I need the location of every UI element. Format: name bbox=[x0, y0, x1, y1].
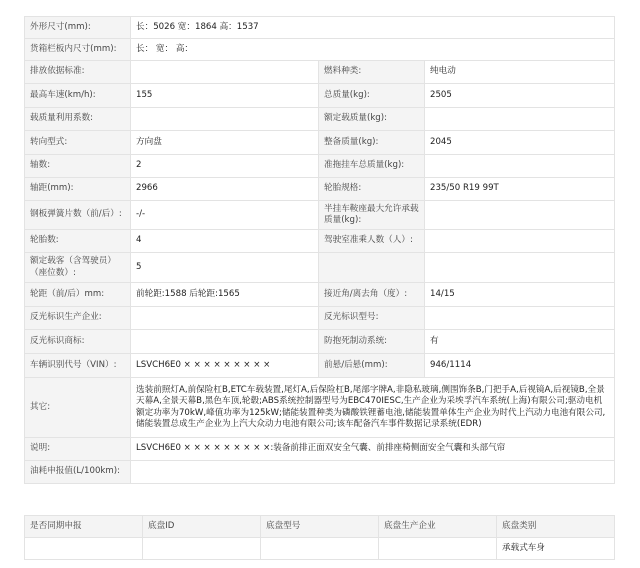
chassis-cell-id bbox=[143, 538, 261, 560]
spec-label: 载质量利用系数: bbox=[25, 108, 131, 131]
chassis-cell-type: 承载式车身 bbox=[497, 538, 615, 560]
spec-value bbox=[131, 108, 319, 131]
spec-value: 2505 bbox=[425, 84, 615, 108]
spec-label: 反光标识生产企业: bbox=[25, 307, 131, 330]
spec-value: -/- bbox=[131, 201, 319, 230]
spec-row bbox=[25, 354, 615, 378]
spec-label: 驾驶室准乘人数（人）: bbox=[319, 230, 425, 253]
vehicle-spec-body bbox=[25, 17, 615, 484]
spec-label: 总质量(kg): bbox=[319, 84, 425, 108]
spec-label: 外形尺寸(mm): bbox=[25, 17, 131, 39]
spec-row bbox=[25, 178, 615, 201]
spec-value: 2 bbox=[131, 155, 319, 178]
chassis-header-declared: 是否同期申报 bbox=[25, 516, 143, 538]
spec-value bbox=[131, 461, 615, 484]
spec-row bbox=[25, 230, 615, 253]
spec-row bbox=[25, 201, 615, 230]
spec-label: 最高车速(km/h): bbox=[25, 84, 131, 108]
spec-value bbox=[131, 330, 319, 354]
spec-label: 轮胎规格: bbox=[319, 178, 425, 201]
spec-label: 反光标识商标: bbox=[25, 330, 131, 354]
spec-value: 有 bbox=[425, 330, 615, 354]
spec-value bbox=[425, 108, 615, 131]
spec-value: 946/1114 bbox=[425, 354, 615, 378]
spec-label: 说明: bbox=[25, 438, 131, 461]
chassis-header-type: 底盘类别 bbox=[497, 516, 615, 538]
spec-row bbox=[25, 253, 615, 283]
spec-label: 燃料种类: bbox=[319, 61, 425, 84]
chassis-header-row bbox=[25, 516, 615, 538]
spec-row bbox=[25, 330, 615, 354]
spec-row bbox=[25, 108, 615, 131]
spec-label: 轴距(mm): bbox=[25, 178, 131, 201]
spec-row bbox=[25, 39, 615, 61]
spec-value bbox=[425, 155, 615, 178]
chassis-table bbox=[24, 515, 615, 560]
spec-label: 轴数: bbox=[25, 155, 131, 178]
spec-value: 选装前照灯A,前保险杠B,ETC车载装置,尾灯A,后保险杠B,尾部字牌A,非隐私玻璃,侧围饰条B,门把手A,后视镜A,后视镜B,全景天幕A,全景天幕B,黑色车顶,轮毂;ABS系统控制器型号为EBC470IESC,生产企业为采埃孚汽车系统(上海)有限公司;驱动电机额定功率为70kW,峰值功率为125kW;储能装置种类为磷酸铁锂蓄电池,储能装置单体生产企业为时代上汽动力电池有限公司,储能装置总成生产企业为上汽大众动力电池有限公司;该车配备汽车事件数据记录系统(EDR) bbox=[131, 378, 615, 438]
spec-value: LSVCH6E0 × × × × × × × × ×:装备前排正面双安全气囊、前排座椅侧面安全气囊和头部气帘 bbox=[131, 438, 615, 461]
spec-value: 155 bbox=[131, 84, 319, 108]
spec-label: 防抱死制动系统: bbox=[319, 330, 425, 354]
spec-label: 整备质量(kg): bbox=[319, 131, 425, 155]
spec-value: 2045 bbox=[425, 131, 615, 155]
spec-value bbox=[425, 253, 615, 283]
spec-label: 前悬/后悬(mm): bbox=[319, 354, 425, 378]
spec-label: 排放依据标准: bbox=[25, 61, 131, 84]
chassis-header-id: 底盘ID bbox=[143, 516, 261, 538]
spec-row bbox=[25, 131, 615, 155]
spec-value: 4 bbox=[131, 230, 319, 253]
chassis-cell-model bbox=[261, 538, 379, 560]
chassis-cell-manufacturer bbox=[379, 538, 497, 560]
spec-row bbox=[25, 155, 615, 178]
spec-value: 长：5026 宽：1864 高：1537 bbox=[131, 17, 615, 39]
spec-label bbox=[319, 253, 425, 283]
spec-row bbox=[25, 17, 615, 39]
spec-label: 额定载客（含驾驶员）（座位数）: bbox=[25, 253, 131, 283]
spec-row bbox=[25, 61, 615, 84]
spec-value: 长： 宽： 高： bbox=[131, 39, 615, 61]
chassis-header-manufacturer: 底盘生产企业 bbox=[379, 516, 497, 538]
spec-row bbox=[25, 84, 615, 108]
vehicle-spec-table bbox=[24, 16, 615, 484]
spec-label: 钢板弹簧片数（前/后）: bbox=[25, 201, 131, 230]
spec-label: 轮距（前/后）mm: bbox=[25, 283, 131, 307]
spec-value bbox=[425, 230, 615, 253]
chassis-cell-declared bbox=[25, 538, 143, 560]
spec-value: 2966 bbox=[131, 178, 319, 201]
spec-label: 转向型式: bbox=[25, 131, 131, 155]
spec-row bbox=[25, 307, 615, 330]
spec-label: 准拖挂车总质量(kg): bbox=[319, 155, 425, 178]
spec-value bbox=[131, 61, 319, 84]
spec-value: 5 bbox=[131, 253, 319, 283]
spec-row bbox=[25, 378, 615, 438]
spec-label: 接近角/离去角（度）: bbox=[319, 283, 425, 307]
spec-row bbox=[25, 438, 615, 461]
spec-value: 14/15 bbox=[425, 283, 615, 307]
spec-label: 轮胎数: bbox=[25, 230, 131, 253]
spec-value bbox=[425, 201, 615, 230]
spec-label: 半挂车鞍座最大允许承载质量(kg): bbox=[319, 201, 425, 230]
spec-value: 235/50 R19 99T bbox=[425, 178, 615, 201]
spec-label: 油耗申报值(L/100km): bbox=[25, 461, 131, 484]
spec-label: 额定载质量(kg): bbox=[319, 108, 425, 131]
spec-label: 车辆识别代号（VIN）: bbox=[25, 354, 131, 378]
spec-label: 反光标识型号: bbox=[319, 307, 425, 330]
chassis-header-model: 底盘型号 bbox=[261, 516, 379, 538]
spec-label: 其它: bbox=[25, 378, 131, 438]
spec-row bbox=[25, 461, 615, 484]
spec-value: 前轮距:1588 后轮距:1565 bbox=[131, 283, 319, 307]
spec-row bbox=[25, 283, 615, 307]
spec-value bbox=[425, 307, 615, 330]
spec-value bbox=[131, 307, 319, 330]
spec-value: 纯电动 bbox=[425, 61, 615, 84]
spec-label: 货箱栏板内尺寸(mm): bbox=[25, 39, 131, 61]
spec-value: 方向盘 bbox=[131, 131, 319, 155]
chassis-row bbox=[25, 538, 615, 560]
spec-value: LSVCH6E0 × × × × × × × × × bbox=[131, 354, 319, 378]
